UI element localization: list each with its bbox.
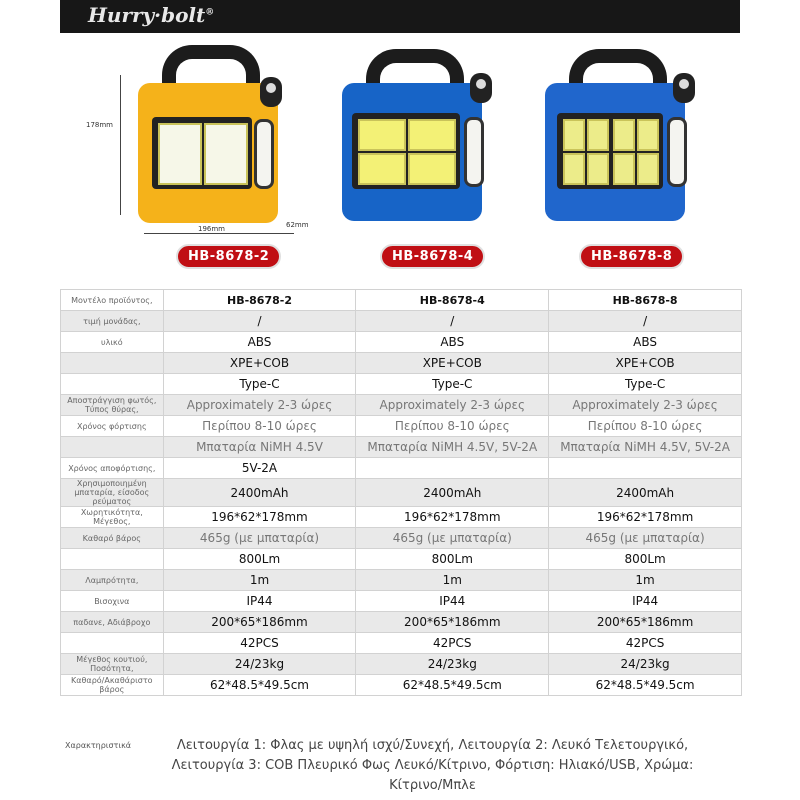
row-label: Χρόνος αποφόρτισης, [61,458,164,479]
table-row [61,311,742,332]
table-cell: Approximately 2-3 ώρες [163,395,356,416]
model-label-2: HB-8678-4 [380,244,485,269]
table-cell: Approximately 2-3 ώρες [356,395,549,416]
table-cell: 5V-2A [163,458,356,479]
cob-led-right [204,123,248,185]
table-cell: Approximately 2-3 ώρες [549,395,742,416]
table-row [61,633,742,654]
table-row [61,654,742,675]
row-label: Αποστράγγιση φωτός, Τύπος θύρας, [61,395,164,416]
table-cell: Type-C [163,374,356,395]
row-label: Βισοχινα [61,591,164,612]
table-cell: XPE+COB [549,353,742,374]
table-row [61,395,742,416]
brand-header-bar [60,0,740,33]
torch-icon [673,73,695,103]
led-cell [587,119,609,151]
led-cell [408,153,456,185]
led-cell [408,119,456,151]
table-cell: Μπαταρία NiMH 4.5V, 5V-2A [549,437,742,458]
table-cell: HB-8678-8 [549,290,742,311]
table-row [61,591,742,612]
row-label: Μοντέλο προϊόντος, [61,290,164,311]
table-cell: 24/23kg [549,654,742,675]
table-row [61,374,742,395]
table-cell: 200*65*186mm [163,612,356,633]
table-cell: 465g (με μπαταρία) [549,528,742,549]
table-cell: Type-C [549,374,742,395]
table-cell: ABS [163,332,356,353]
features-label: Χαρακτηριστικά [65,741,132,750]
table-row [61,675,742,696]
led-cell [613,119,635,151]
table-cell: XPE+COB [356,353,549,374]
table-row [61,612,742,633]
table-cell: 200*65*186mm [356,612,549,633]
product-blue-4 [340,33,510,278]
row-label [61,633,164,654]
cob-led-left [158,123,202,185]
table-cell: 42PCS [356,633,549,654]
table-cell: Μπαταρία NiMH 4.5V, 5V-2A [356,437,549,458]
led-cell [358,119,406,151]
row-label: Χρησιμοποιημένη μπαταρία, είσοδος ρεύματος [61,479,164,507]
table-cell: Περίπου 8-10 ώρες [549,416,742,437]
table-cell: 1m [163,570,356,591]
table-cell: 24/23kg [163,654,356,675]
table-cell: 2400mAh [549,479,742,507]
table-cell: 24/23kg [356,654,549,675]
table-row [61,479,742,507]
led-cell [563,119,585,151]
model-label-1: HB-8678-2 [176,244,281,269]
product-blue-8 [545,33,715,278]
row-label: υλικό [61,332,164,353]
table-row [61,416,742,437]
table-cell: / [549,311,742,332]
table-cell: / [356,311,549,332]
led-cell [637,153,659,185]
table-cell: ABS [356,332,549,353]
row-label: Καθαρό βάρος [61,528,164,549]
led-cell [587,153,609,185]
table-cell: 42PCS [549,633,742,654]
table-cell: Type-C [356,374,549,395]
table-cell: Περίπου 8-10 ώρες [356,416,549,437]
table-row [61,437,742,458]
table-cell: IP44 [549,591,742,612]
table-cell: 465g (με μπαταρία) [163,528,356,549]
table-cell: Μπαταρία NiMH 4.5V [163,437,356,458]
row-label [61,374,164,395]
table-row [61,332,742,353]
table-cell: 62*48.5*49.5cm [356,675,549,696]
row-label: Καθαρό/Ακαθάριστο βάρος [61,675,164,696]
table-cell: / [163,311,356,332]
height-dimension: 178mm [86,121,113,129]
led-cell [613,153,635,185]
table-row [61,353,742,374]
table-cell: 196*62*178mm [549,507,742,528]
table-cell: 62*48.5*49.5cm [163,675,356,696]
table-cell: IP44 [163,591,356,612]
led-cell [637,119,659,151]
row-label: Μέγεθος κουτιού, Ποσότητα, [61,654,164,675]
table-cell: 196*62*178mm [163,507,356,528]
table-row [61,528,742,549]
side-light [667,117,687,187]
table-cell: 800Lm [356,549,549,570]
table-cell: 62*48.5*49.5cm [549,675,742,696]
row-label: Λαμπρότητα, [61,570,164,591]
side-light [464,117,484,187]
table-cell: 2400mAh [163,479,356,507]
table-cell: HB-8678-2 [163,290,356,311]
row-label [61,353,164,374]
table-cell: 1m [356,570,549,591]
side-light [254,119,274,189]
table-row [61,549,742,570]
row-label: Χρόνος φόρτισης [61,416,164,437]
model-label-3: HB-8678-8 [579,244,684,269]
table-cell: 196*62*178mm [356,507,549,528]
table-cell: 200*65*186mm [549,612,742,633]
table-cell: IP44 [356,591,549,612]
table-row [61,290,742,311]
features-text: Λειτουργία 1: Φλας με υψηλή ισχύ/Συνεχή, Λειτουργία 2: Λευκό Τελετουργικό, Λειτουργία 3: COB Πλευρικό Φως Λευκό/Κίτρινο, Φόρτιση: Ηλιακό/USB, Χρώμα: Κίτρινο/Μπλε [171,738,694,793]
table-row [61,458,742,479]
torch-icon [470,73,492,103]
table-cell: 2400mAh [356,479,549,507]
row-label: τιμή μονάδας, [61,311,164,332]
table-cell: XPE+COB [163,353,356,374]
table-cell [356,458,549,479]
torch-icon [260,77,282,107]
table-cell [549,458,742,479]
width-dimension: 196mm [198,225,225,233]
table-cell: ABS [549,332,742,353]
table-cell: Περίπου 8-10 ώρες [163,416,356,437]
table-cell: HB-8678-4 [356,290,549,311]
row-label [61,549,164,570]
height-line [120,75,121,215]
row-label [61,437,164,458]
product-images [60,33,740,283]
specs-table [60,289,742,696]
row-label: παδανε, Αδιάβροχο [61,612,164,633]
table-cell: 465g (με μπαταρία) [356,528,549,549]
table-cell: 800Lm [163,549,356,570]
table-cell: 800Lm [549,549,742,570]
depth-dimension: 62mm [286,221,309,229]
width-line [144,233,294,234]
table-cell: 42PCS [163,633,356,654]
table-row [61,507,742,528]
led-cell [563,153,585,185]
led-cell [358,153,406,185]
product-yellow [86,33,310,278]
brand-logo: Hurry·bolt® [88,3,215,27]
table-cell: 1m [549,570,742,591]
row-label: Χωρητικότητα, Μέγεθος, [61,507,164,528]
table-row [61,570,742,591]
